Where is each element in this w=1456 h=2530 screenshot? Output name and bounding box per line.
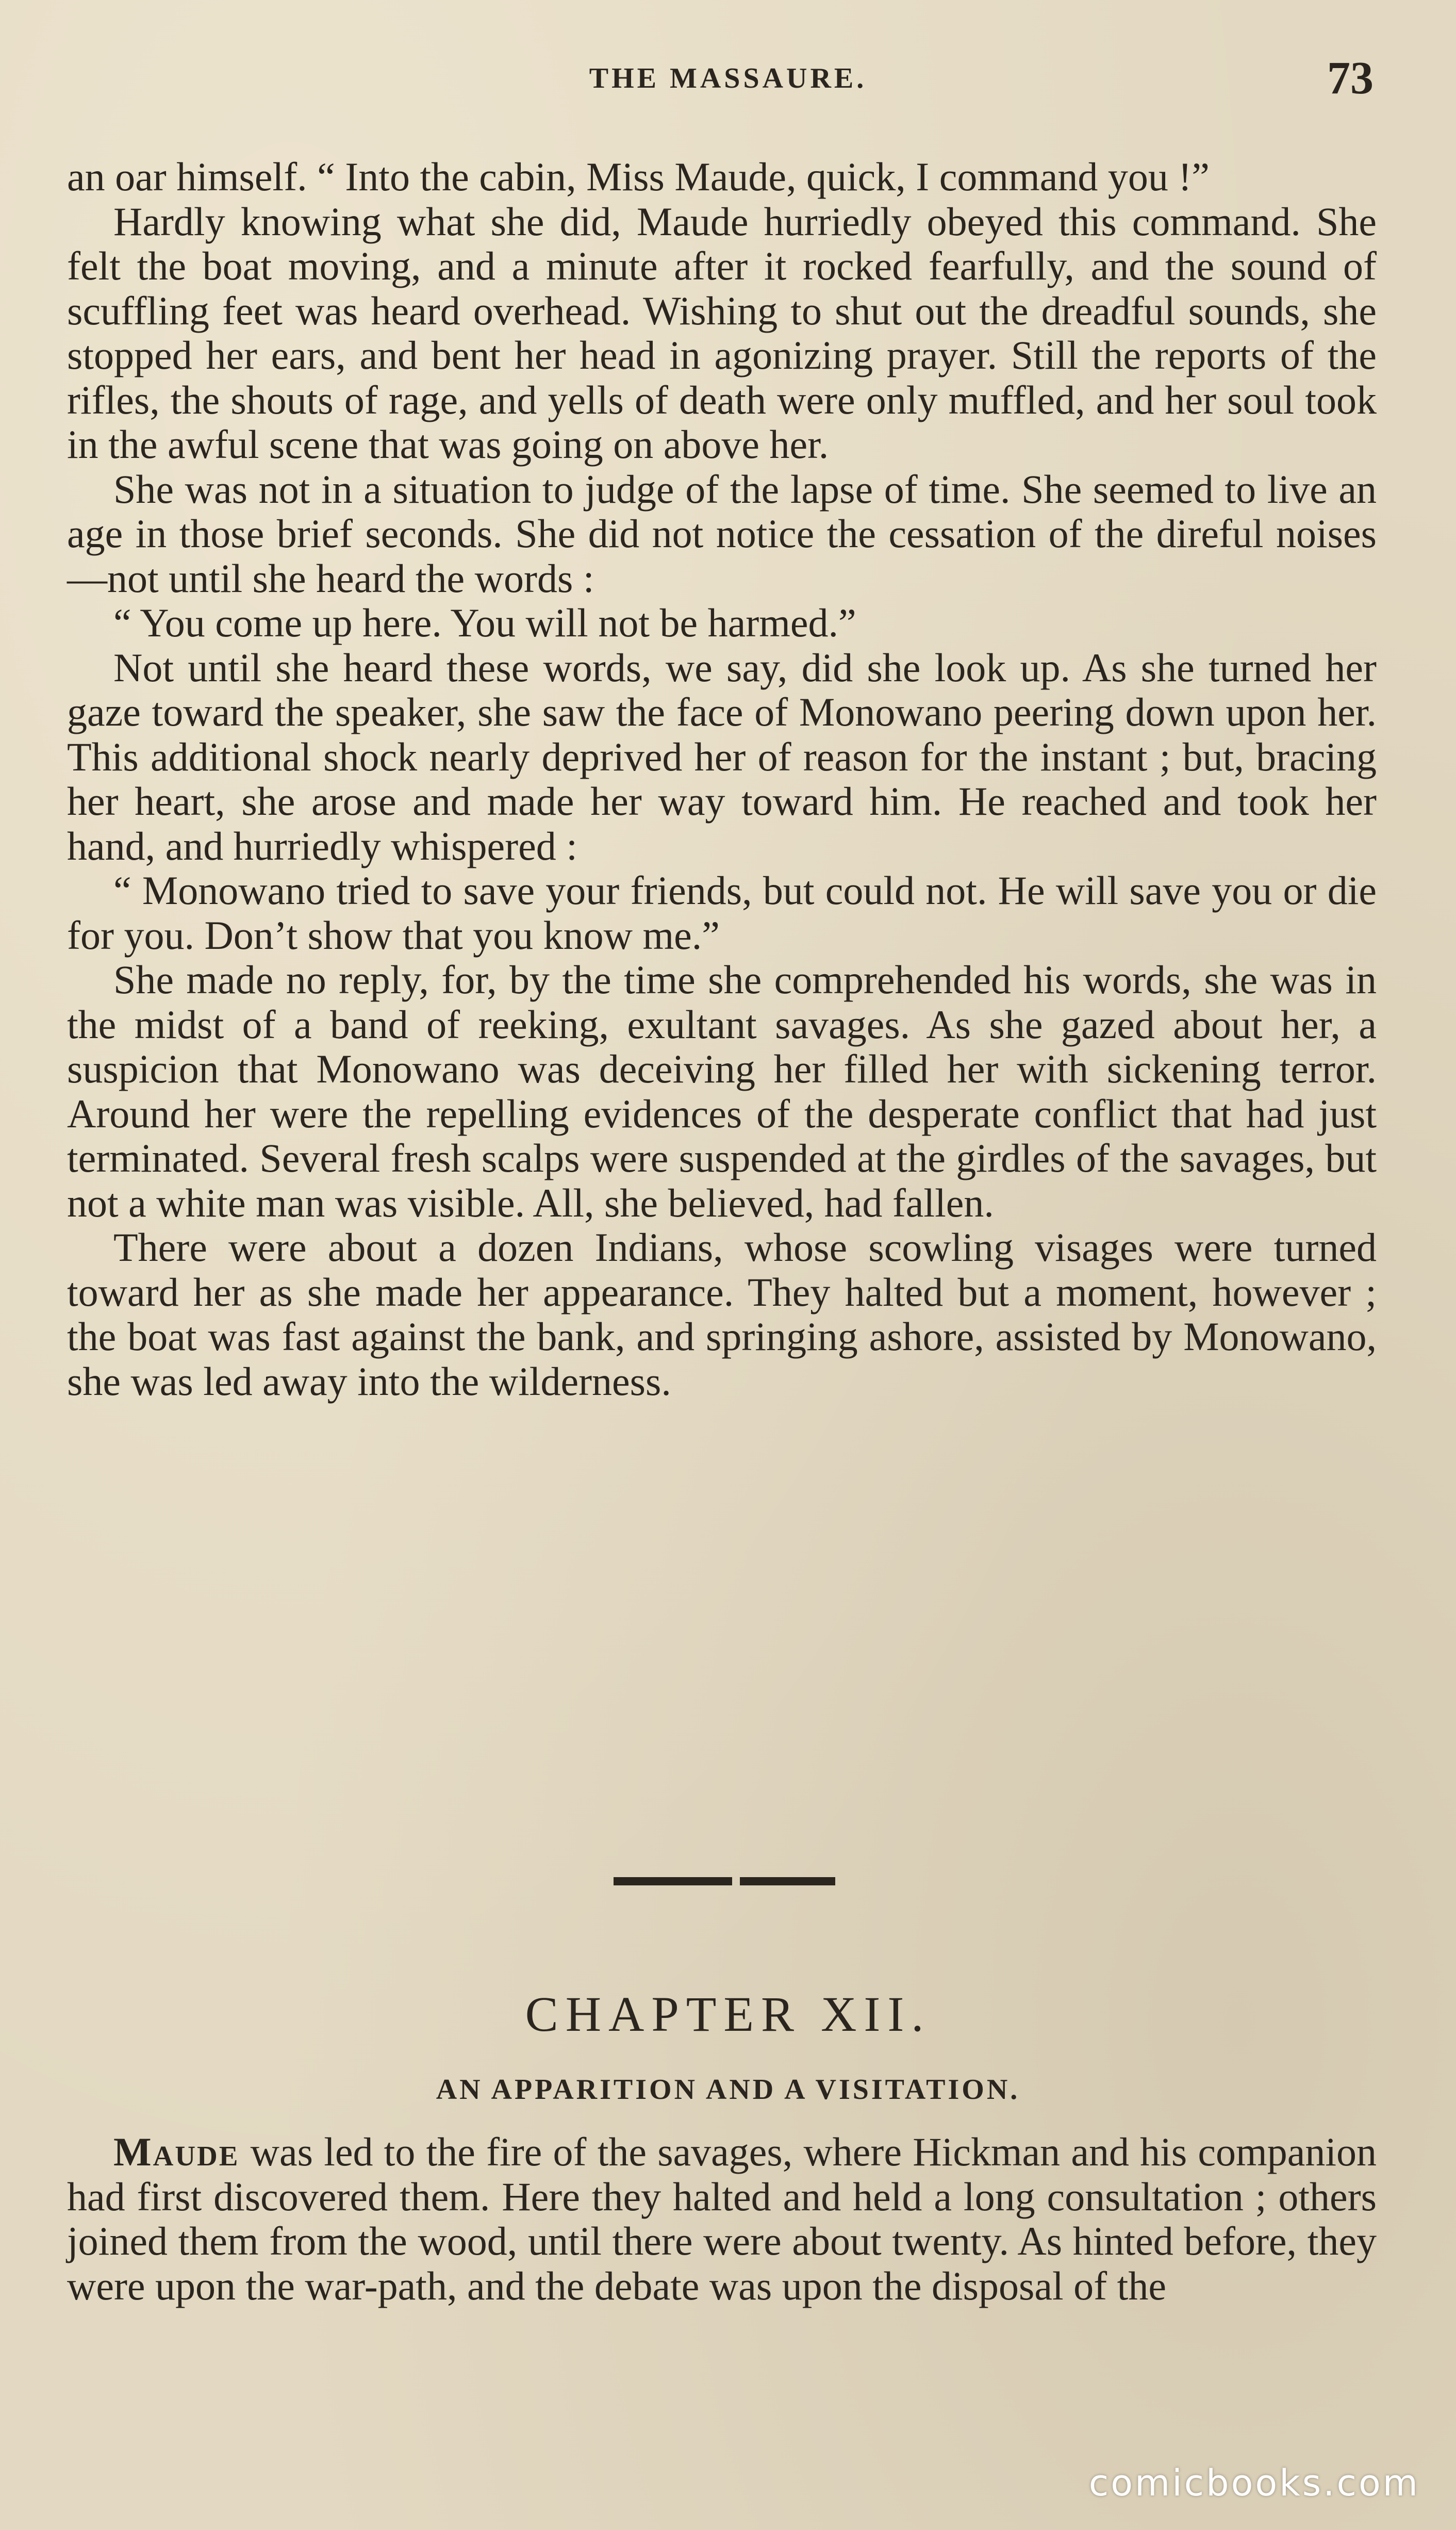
paragraph-4: “ You come up here. You will not be harmed.” [113, 600, 856, 645]
chapter-opening-text [67, 2130, 1377, 2308]
watermark-logo: comicbooks.com [1088, 2462, 1420, 2504]
running-head [0, 53, 1456, 119]
body-text-top [67, 155, 1377, 1404]
paragraph-5: Not until she heard these words, we say, did she look up. As she turned her gaze toward the speaker, she saw the face of Monowano peering down upon her. This additional shock nearly deprived her of reason for the instant ; but, bracing her heart, she arose and made her way toward him. He reached and took her hand, and hurriedly whispered : [67, 645, 1377, 868]
paragraph-8: There were about a dozen Indians, whose scowling visages were turned toward her as she made her appearance. They halted but a moment, however ; the boat was fast against the bank, and springing ashore, assisted by Monowano, she was led away into the wilderness. [67, 1225, 1377, 1404]
section-divider [614, 1877, 835, 1886]
paragraph-3: She was not in a situation to judge of the lapse of time. She seemed to live an age in those brief seconds. She did not notice the cessation of the direful noises—not until she heard the words : [67, 466, 1377, 601]
paragraph-7: She made no reply, for, by the time she comprehended his words, she was in the midst of a band of reeking, exultant savages. As she gazed about her, a suspicion that Monowano was deceiving her filled her with sickening terror. Around her were the repelling evidences of the desperate conflict that had just terminated. Several fresh scalps were suspended at the girdles of the savages, but not a white man was visible. All, she believed, had fallen. [67, 957, 1377, 1225]
paragraph-6: “ Monowano tried to save your friends, but could not. He will save you or die for you. Don’t show that you know me.” [67, 868, 1377, 958]
page-number: 73 [1327, 53, 1374, 104]
chapter-paragraph-text: was led to the fire of the savages, where Hickman and his companion had first discovered them. Here they halted and held a long consultation ; others joined them from the wood, until there were about twenty. As hinted before, they were upon the war-path, and the debate was upon the disposal of the [67, 2129, 1377, 2308]
chapter-title: AN APPARITION AND A VISITATION. [436, 2074, 1020, 2106]
chapter-opening-paragraph [67, 2130, 1377, 2308]
chapter-heading: CHAPTER XII. [525, 1986, 931, 2042]
paragraph-1: an oar himself. “ Into the cabin, Miss Maude, quick, I command you !” [67, 154, 1210, 199]
paragraph-2: Hardly knowing what she did, Maude hurriedly obeyed this command. She felt the boat moving, and a minute after it rocked fearfully, and the sound of scuffling feet was heard overhead. Wishing to shut out the dreadful sounds, she stopped her ears, and bent her head in agonizing prayer. Still the reports of the rifles, the shouts of rage, and yells of death were only muffled, and her soul took in the awful scene that was going on above her. [67, 199, 1377, 467]
running-title: THE MASSAURE. [589, 62, 867, 94]
chapter-lead-word: Maude [113, 2129, 240, 2174]
